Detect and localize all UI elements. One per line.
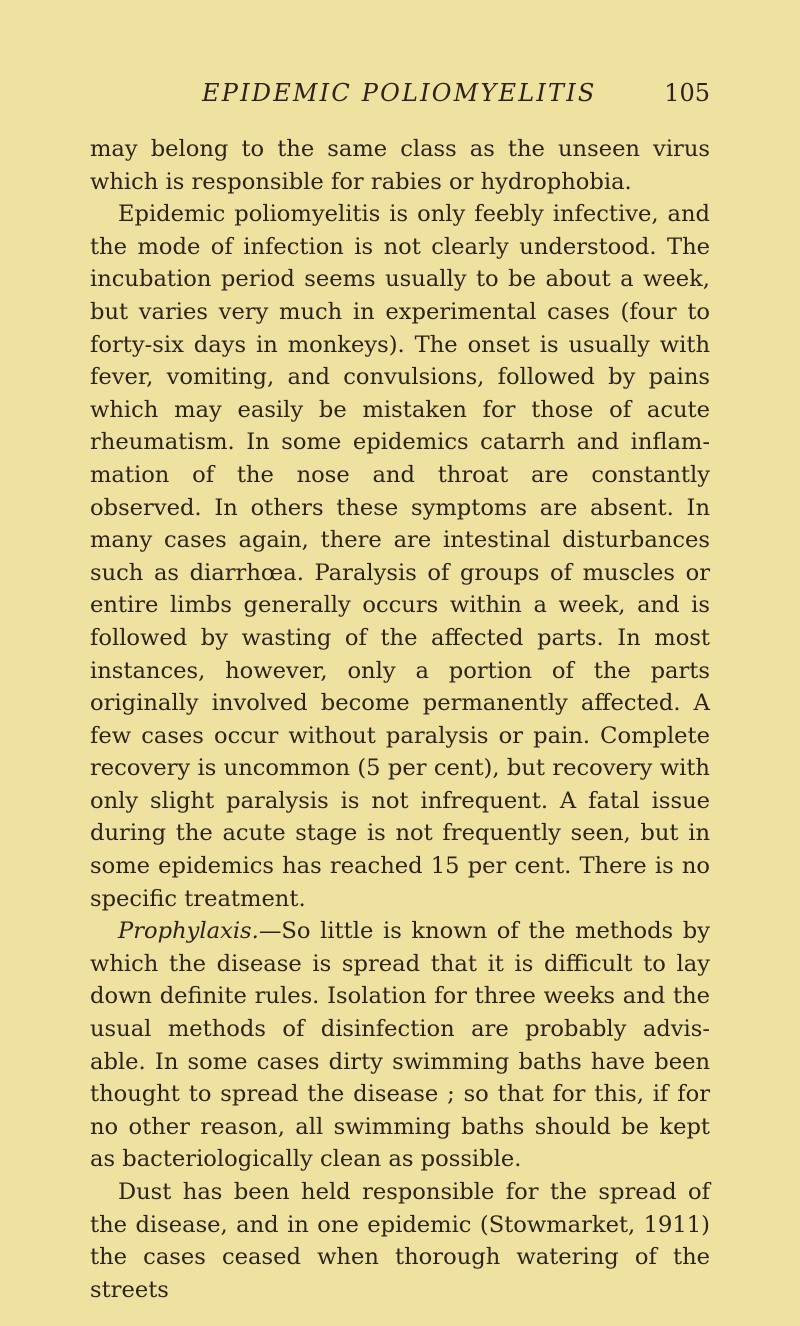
prophylaxis-text: —So little is known of the methods by which the disease is spread that it is difficult to lay down definite rules. Isolation for three weeks and the usual methods of disinfection are probably advis-able. In some cases dirty swimming baths have been thought to spread the disease ; so that for this, if for no other reason, all swimming baths should be kept as bacteriologically clean as possible. [90,918,710,1173]
running-title: EPIDEMIC POLIOMYELITIS [202,79,597,107]
prophylaxis-heading: Prophylaxis. [118,918,259,945]
page-number: 105 [664,79,710,107]
paragraph-dust: Dust has been held responsible for the spread of the disease, and in one epidemic (Stowmarket, 1911) the cases ceased when thorough watering of the streets [90,1179,710,1303]
paragraph-infection-overview: Epidemic poliomyelitis is only feebly infective, and the mode of infection is not clearly understood. The incubation period seems usually to be about a week, but varies very much in experimental cases (four to forty-six days in monkeys). The onset is usually with fever, vomiting, and convulsions, followed by pains which may easily be mistaken for those of acute rheumatism. In some epidemics catarrh and inflam-mation of the nose and throat are constantly observed. In others these symptoms are absent. In many cases again, there are intestinal disturbances such as diarrhœa. Paralysis of groups of muscles or entire limbs generally occurs within a week, and is followed by wasting of the affected parts. In most instances, however, only a portion of the parts originally involved become permanently affected. A few cases occur without paralysis or pain. Complete recovery is uncommon (5 per cent), but recovery with only slight paralysis is not infrequent. A fatal issue during the acute stage is not frequently seen, but in some epidemics has reached 15 per cent. There is no specific treatment. [90,201,710,912]
body-text [90,133,710,1306]
page-header [90,75,710,115]
paragraph-continuation: may belong to the same class as the unseen virus which is responsible for rabies or hydrophobia. [90,136,710,195]
paragraph-prophylaxis [90,915,710,1176]
